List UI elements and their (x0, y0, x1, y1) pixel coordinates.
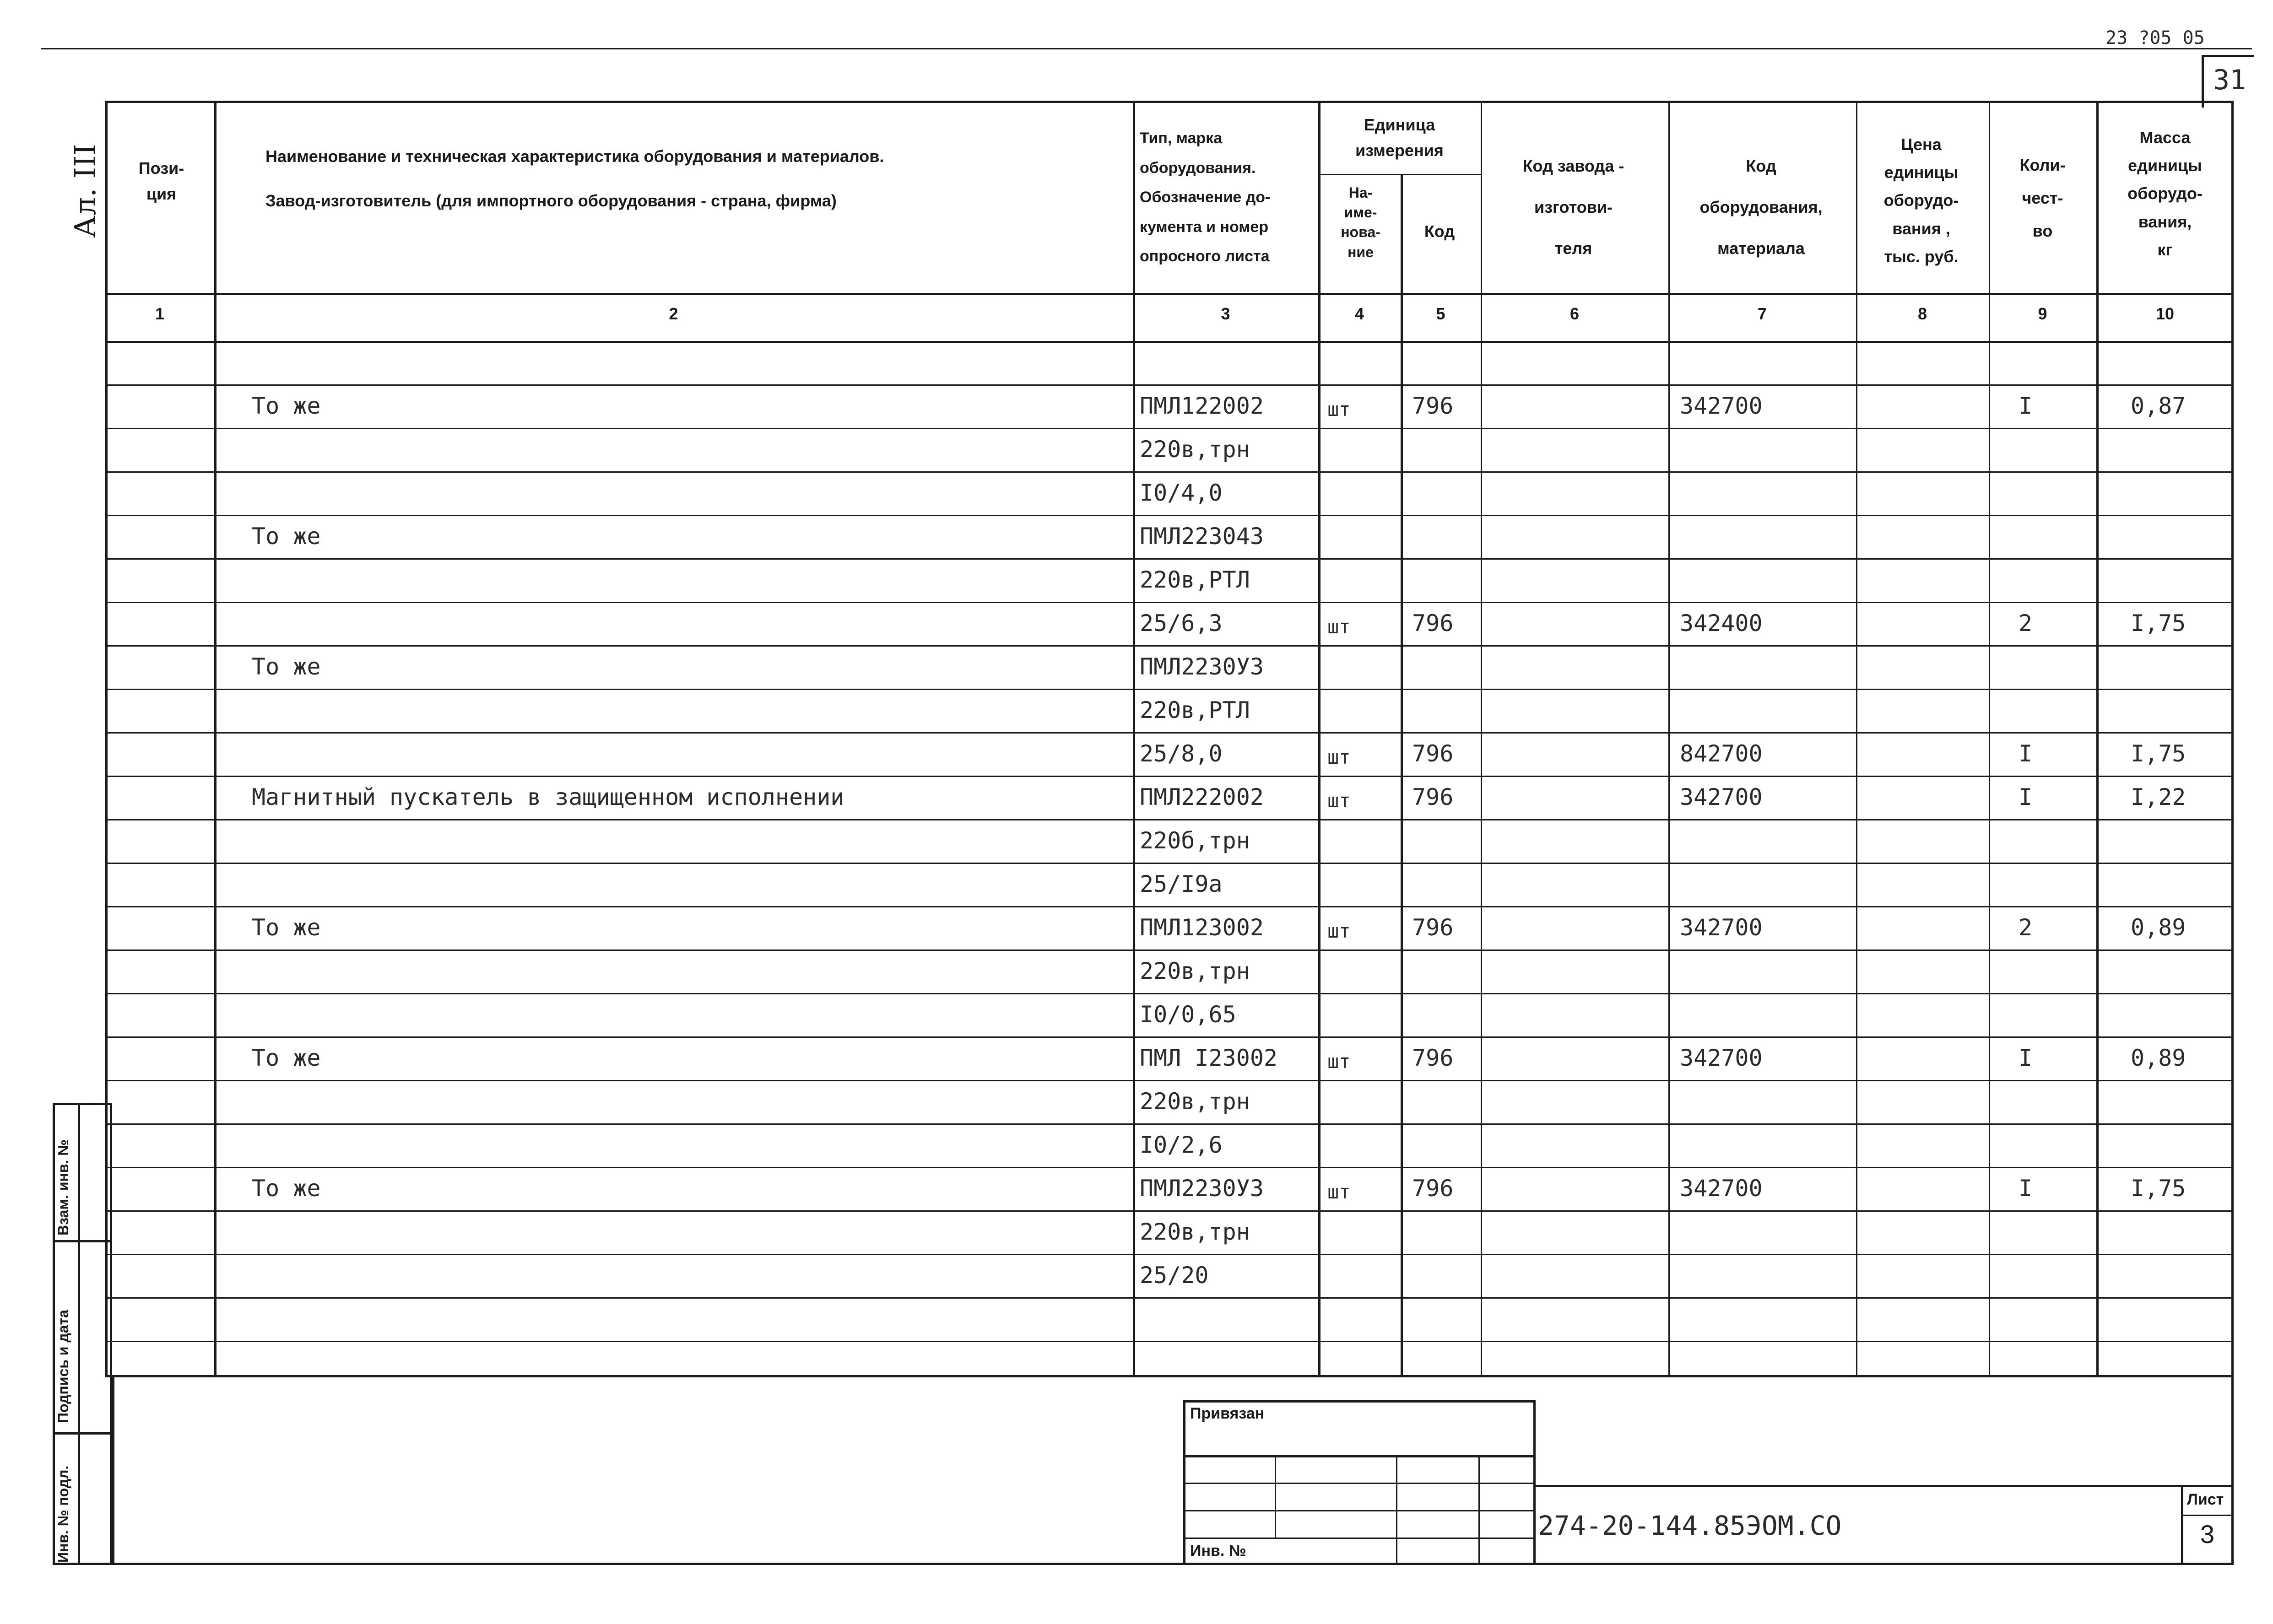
row-type: 220в,РТЛ (1140, 567, 1250, 593)
row-material-code: 842700 (1680, 740, 1763, 767)
row-material-code: 342700 (1680, 393, 1763, 419)
stamp-list-label: Лист (2187, 1491, 2224, 1508)
row-name: То же (252, 523, 321, 550)
row-type: 220в,РТЛ (1140, 697, 1250, 723)
row-material-code: 342400 (1680, 610, 1763, 637)
column-number: 4 (1354, 304, 1364, 323)
stamp-line-3 (1183, 1510, 1536, 1511)
row-quantity: I (2019, 1045, 2033, 1071)
stamp-v-1 (1275, 1455, 1276, 1538)
row-unit-code: 796 (1412, 1175, 1454, 1202)
row-quantity: I (2019, 784, 2033, 810)
top-rule (41, 48, 2252, 49)
row-type: I0/4,0 (1140, 480, 1223, 506)
row-type: 220в,трн (1140, 1219, 1250, 1245)
row-material-code: 342700 (1680, 784, 1763, 810)
side-podpis: Подпись и дата (55, 1310, 71, 1423)
table-row (105, 1167, 2234, 1210)
table-row (105, 863, 2234, 906)
stamp-v-2 (1396, 1455, 1397, 1565)
stamp-list-number: 3 (2200, 1520, 2215, 1548)
row-unit: шт (1327, 1181, 1351, 1203)
header-plant-code: Код завода - изготови- теля (1522, 156, 1624, 258)
row-unit-code: 796 (1412, 784, 1454, 810)
row-name: То же (252, 1045, 321, 1071)
header-quantity: Коли- чест- во (2019, 156, 2066, 240)
header-bottom-line (105, 293, 2234, 295)
header-unit-code: Код (1424, 222, 1455, 241)
table-row (105, 732, 2234, 776)
side-divider-1 (53, 1240, 112, 1242)
row-unit: шт (1327, 920, 1351, 942)
column-number: 3 (1221, 304, 1230, 323)
stamp-line-4 (1183, 1538, 1536, 1539)
row-type: 220в,трн (1140, 1088, 1250, 1115)
row-mass: 0,87 (2131, 393, 2186, 419)
row-quantity: I (2019, 1175, 2033, 1202)
column-number: 5 (1436, 304, 1445, 323)
column-number: 1 (155, 304, 165, 323)
table-row (105, 776, 2234, 819)
row-name: Магнитный пускатель в защищенном исполнении (252, 784, 844, 810)
header-position: Пози- ция (138, 159, 184, 203)
stamp-v-3 (1478, 1455, 1480, 1565)
column-number: 8 (1917, 304, 1927, 323)
table-row (105, 1210, 2234, 1254)
row-name: То же (252, 653, 321, 680)
stamp-privyazan: Привязан (1190, 1405, 1265, 1422)
page-badge: 31 (2213, 64, 2246, 96)
row-unit-code: 796 (1412, 393, 1454, 419)
header-mass: Масса единицы оборудо- вания, кг (2127, 128, 2203, 259)
row-material-code: 342700 (1680, 1045, 1763, 1071)
row-unit: шт (1327, 615, 1351, 638)
side-divider-2 (53, 1432, 112, 1435)
row-type: ПМЛ223043 (1140, 523, 1264, 550)
row-type: ПМЛ I23002 (1140, 1045, 1278, 1071)
stamp-doc-line (1536, 1485, 2234, 1487)
column-number: 9 (2038, 304, 2047, 323)
side-divider-v (78, 1103, 80, 1565)
row-material-code: 342700 (1680, 1175, 1763, 1202)
table-row (105, 602, 2234, 645)
side-inv: Инв. № подл. (55, 1465, 71, 1563)
table-row (105, 1297, 2234, 1341)
header-unit-name: На- име- нова- ние (1341, 184, 1380, 260)
row-type: 25/8,0 (1140, 740, 1223, 767)
table-row (105, 341, 2234, 384)
row-unit-code: 796 (1412, 914, 1454, 941)
table-row (105, 819, 2234, 863)
stamp-list-line (2181, 1515, 2234, 1516)
table-row (105, 1123, 2234, 1167)
row-unit-code: 796 (1412, 610, 1454, 637)
row-type: I0/2,6 (1140, 1132, 1223, 1158)
table-row (105, 558, 2234, 602)
stamp-inv-no: Инв. № (1190, 1542, 1246, 1559)
row-quantity: 2 (2019, 610, 2033, 637)
row-type: ПМЛ122002 (1140, 393, 1264, 419)
row-type: 220б,трн (1140, 827, 1250, 854)
row-unit: шт (1327, 746, 1351, 768)
column-number: 10 (2155, 304, 2175, 323)
row-unit: шт (1327, 789, 1351, 812)
header-unit: Единица измерения (1355, 115, 1444, 160)
stamp-line-1 (1183, 1455, 1536, 1457)
table-row (105, 1254, 2234, 1297)
column-number: 7 (1757, 304, 1767, 323)
table-row (105, 384, 2234, 428)
table-row (105, 428, 2234, 471)
row-mass: I,75 (2131, 610, 2186, 637)
row-type: 25/6,3 (1140, 610, 1223, 637)
table-row (105, 906, 2234, 950)
table-row (105, 950, 2234, 993)
header-name: Наименование и техническая характеристика оборудования и материалов. Завод-изготовитель (для импортного оборудования - страна, фирма) (265, 147, 884, 210)
album-mark: Ал. III (69, 144, 103, 238)
row-mass: I,75 (2131, 1175, 2186, 1202)
row-unit: шт (1327, 1050, 1351, 1073)
top-code: 23 ?05 05 (2105, 27, 2205, 49)
row-material-code: 342700 (1680, 914, 1763, 941)
header-material-code: Код оборудования, материала (1699, 156, 1823, 258)
row-quantity: I (2019, 393, 2033, 419)
row-type: 220в,трн (1140, 958, 1250, 984)
row-type: 220в,трн (1140, 436, 1250, 463)
row-name: То же (252, 914, 321, 941)
table-row (105, 1036, 2234, 1080)
row-mass: 0,89 (2131, 914, 2186, 941)
row-type: ПМЛ123002 (1140, 914, 1264, 941)
row-type: I0/0,65 (1140, 1001, 1236, 1028)
column-number: 6 (1569, 304, 1580, 323)
row-unit-code: 796 (1412, 1045, 1454, 1071)
side-vzam: Взам. инв. № (55, 1139, 71, 1236)
row-quantity: 2 (2019, 914, 2033, 941)
row-name: То же (252, 393, 321, 419)
table-row (105, 515, 2234, 558)
bottom-frame (112, 1377, 2234, 1565)
row-type: ПМЛ222002 (1140, 784, 1264, 810)
row-type: ПМЛ2230У3 (1140, 653, 1264, 680)
table-row (105, 993, 2234, 1036)
column-number: 2 (669, 304, 678, 323)
row-quantity: I (2019, 740, 2033, 767)
header-type: Тип, марка оборудования. Обозначение до- кумента и номер опросного листа (1140, 129, 1271, 265)
row-mass: I,75 (2131, 740, 2186, 767)
table-row (105, 1080, 2234, 1123)
row-name: То же (252, 1175, 321, 1202)
table-row (105, 645, 2234, 689)
row-unit: шт (1327, 398, 1351, 421)
row-mass: 0,89 (2131, 1045, 2186, 1071)
table-row (105, 471, 2234, 515)
row-type: ПМЛ2230У3 (1140, 1175, 1264, 1202)
row-mass: I,22 (2131, 784, 2186, 810)
row-type: 25/I9а (1140, 871, 1223, 897)
header-price: Цена единицы оборудо- вания , тыс. руб. (1883, 135, 1959, 266)
row-unit-code: 796 (1412, 740, 1454, 767)
unit-subheader-line (1318, 174, 1481, 175)
table-row (105, 689, 2234, 732)
row-type: 25/20 (1140, 1262, 1209, 1289)
stamp-doc-code: 274-20-144.85ЭОМ.СО (1538, 1510, 1842, 1541)
stamp-line-2 (1183, 1483, 1536, 1484)
